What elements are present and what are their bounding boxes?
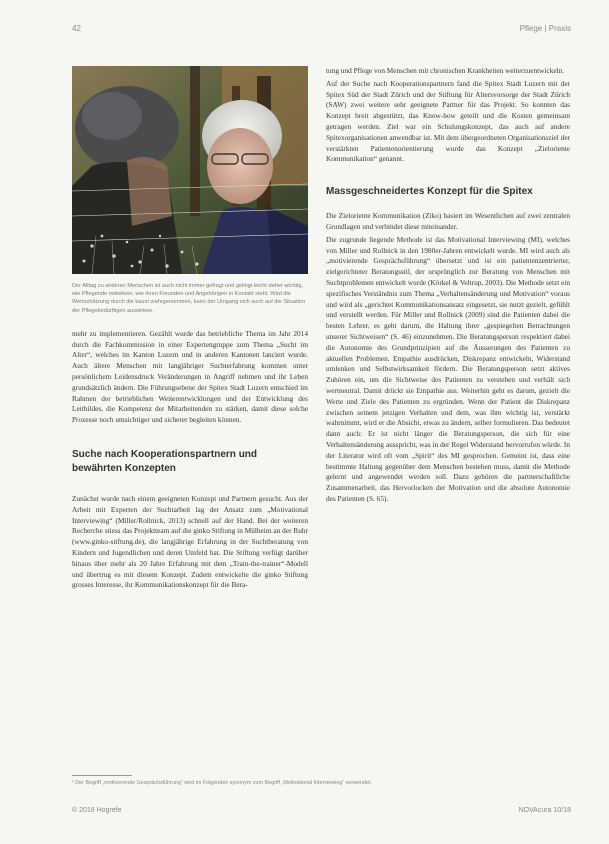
issue-label: NOVAcura 10/18 <box>518 807 571 814</box>
left-body <box>72 329 308 426</box>
page-header <box>72 24 571 38</box>
footnote-divider <box>72 775 132 776</box>
section-heading-kooperation: Suche nach Kooperationspartnern und bewährten Konzepten <box>72 448 258 474</box>
left-column <box>72 66 308 593</box>
photo-two-elderly-women <box>72 66 308 274</box>
copyright: © 2018 Hogrefe <box>72 807 122 814</box>
photo-illustration <box>72 66 308 274</box>
right-body-2 <box>326 211 570 505</box>
right-body <box>326 66 570 165</box>
photo-caption: Der Alltag zu anderen Menschen ist auch nicht immer gefragt und gelingt leicht daher wichtig, wie Pflegende mitwirken, wie ihren Freunden und Angehörigen in Kontakt steht. Wird die Wertschätzung durch die kaum wahrgenommen, kann der Umgang sich auch auf die Situation der Pflegebedürftigen auswirken. <box>72 283 306 314</box>
page-footer <box>72 807 571 819</box>
footnote: ¹ Der Begriff „motivierende Gesprächsführung“ wird im Folgenden synonym zum Begriff „Motivational Interviewing“ verwendet. <box>72 780 373 786</box>
paragraph: Die zugrunde liegende Methode ist das Motivational Interviewing (MI), welches von Miller und Rollnick in den 1980er-Jahren entwickelt wurde. MI wird auch als „motivierende Gesprächsführung“ übersetzt und ist ein patientenzentrierter, zielgerichteter Beratungsstil, der ursprünglich zur Beratung von Menschen mit Suchtproblemen entwickelt wurde (Körkel & Veltrup, 2003). Die Methode setzt ein spezifisches Verständnis zum Thema „Verhaltensänderung und Motivation“ voraus und wird als „gerichtet Kommunikationsansatz eingesetzt, sie nutzt gezielt, gefühlt und verstellt werden. Für Miller und Rollnick (2009) sind die Patienten dabei die besten Lehrer, es geht darum, die Haltung ihrer „gespiegelten Betrachtungen unserer Sichtweisen“ (S. 46) einzunehmen. Die Beratungsperson respektiert dabei die Autonomie des Grundprinzipien auf die Äusserungen des Patienten zu aktuellen Problemen. Empathie ausdrücken, Diskrepanz entwickeln, Widerstand umlenken und Selbstwirksamkeit fördern. Die Beratungsperson setzt aktives Zuhören ein, um die Sichtweise des Patienten zu verstehen und verhält sich wertneutral. Damit drückt sie Empathie aus. Weiterhin geht es darum, gezielt die Werte und Ziele des Patienten zu ergründen. Wenn der Patient die Diskrepanz zwischen seinem jetzigen Verhalten und dem, was ihm wichtig ist, verstärkt wahrnimmt, wird er die Absicht, etwas zu ändern, selber formulieren. Das bedeutet dann auch: Er ist nicht länger die Beratungsperson, die sich für eine Verhaltensänderung ausspricht, was in der Regel Widerstand hervorrufen würde. In der Literatur wird oft vom „Spirit“ des MI gesprochen. Gemeint ist, dass eine bestimmte Haltung gegenüber dem Menschen bestehen muss, damit die Methode gelernt und angewendet werden soll. Dazu gehören die partnerschaftliche Zusammenarbeit, das Hervorlocken der Motivation und die absolute Autonomie des Patienten (S. 65). <box>326 234 570 503</box>
journal-section: Pflege | Praxis <box>519 24 571 33</box>
section-heading-konzept: Massgeschneidertes Konzept für die Spitex <box>326 186 533 198</box>
right-column <box>326 66 570 507</box>
left-body-2 <box>72 494 308 591</box>
page-number: 42 <box>72 24 81 33</box>
paragraph: Die Zieloriente Kommunikation (Ziko) basiert im Wesentlichen auf zwei zentralen Grundlagen und verbindet diese miteinander. <box>326 211 570 231</box>
paragraph: tung und Pflege von Menschen mit chronischen Krankheiten weiterzuentwickeln. <box>326 66 565 75</box>
paragraph: Auf der Suche nach Kooperationspartnern fand die Spitex Stadt Luzern mit der Spitex Süd der Stadt Zürich und der Stiftung für Altersvorsorge der Stadt Zürich (SAW) zwei weitere sehr geeignete Partner für das Projekt. So konnten das Konzept breit abgestützt, das Know-how geteilt und die Kosten gemeinsam getragen werden. Ziel war ein Schulungskonzept, das auch auf andere Spitexorganisationen anwendbar ist. Mit dem übergeordneten Organisationsziel der verstärkten Patientenorientierung wurde das Konzept „Zieloriente Kommunikation“ genannt. <box>326 78 570 164</box>
paragraph: mehr zu implementieren. Gezählt wurde das betriebliche Thema im Jahr 2014 durch die Fachkommission in einer Expertengruppe zum Thema „Sucht im Alter“, welches im Kanton Luzern und in anderen Kantonen lanciert wurde. Auch ältere Menschen mit langjähriger Suchterfahrung kommen unter persönlichem Leidensdruck Veränderungen in Angriff nehmen und ihr Leben grundsätzlich ändern. Die Führungsebene der Spitex Stadt Luzern entschied im Rahmen der betrieblichen Weiterentwicklungen und der Entwicklung des Leitbildes, die Kompetenz der Mitarbeitenden zu stärken, damit diese solche Prozesse noch umsichtiger und sicherer begleiten können. <box>72 328 308 425</box>
paragraph: Zunächst wurde nach einem geeigneten Konzept und Partnern gesucht. Aus der Arbeit mit Experten der Suchtarbeit lag der Ansatz zum „Motivational Interviewing“ (Miller/Rollnick, 2013) schnell auf der Hand. Bei der weiteren Recherche stiess das Projektteam auf die ginko Stiftung in Mülheim an der Ruhr (www.ginko-stiftung.de), die langjährige Erfahrung in der Suchtberatung von Kindern und Jugendlichen und deren Umfeld hat. Die Stiftung verfügt darüber hinaus über mehr als 20 Jahre Erfahrung mit dem „Train-the-trainer“-Modell und übertrug es mit diesem Konzept. Zudem entwickelte die ginko Stiftung grosses Interesse, ihr Kommunikationskonzept für die Bera- <box>72 493 308 590</box>
